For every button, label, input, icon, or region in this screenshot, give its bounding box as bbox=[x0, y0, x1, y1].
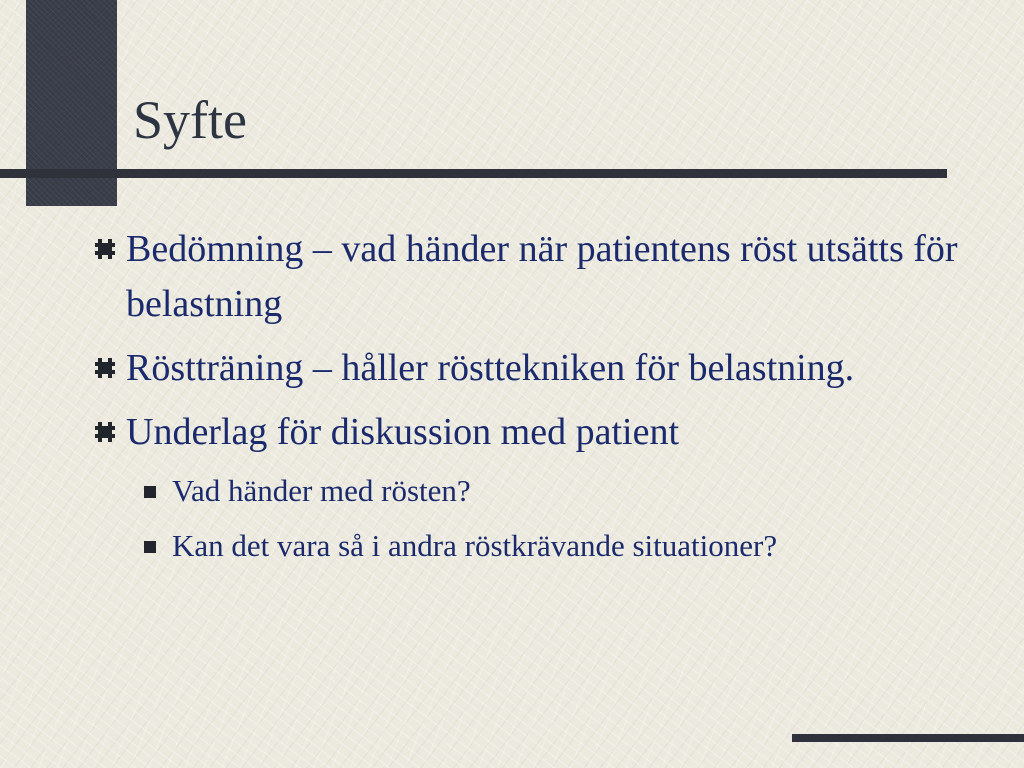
hash-square-icon bbox=[94, 238, 116, 260]
bullet-text: Underlag för diskussion med patient bbox=[126, 411, 680, 453]
sub-bullet-text: Kan det vara så i andra röstkrävande situationer? bbox=[172, 528, 778, 563]
title-divider bbox=[0, 169, 947, 178]
sub-bullet-item bbox=[88, 469, 958, 513]
slide-title: Syfte bbox=[133, 90, 247, 150]
bullet-text: Röstträning – håller rösttekniken för belastning. bbox=[126, 347, 855, 389]
slide-content bbox=[88, 222, 958, 579]
sub-bullet-item bbox=[88, 524, 958, 568]
sub-bullet-text: Vad händer med rösten? bbox=[172, 473, 471, 508]
bullet-item bbox=[88, 341, 958, 396]
bullet-item bbox=[88, 405, 958, 460]
bottom-divider bbox=[792, 734, 1024, 742]
bullet-item bbox=[88, 222, 958, 332]
black-square-icon bbox=[144, 486, 156, 498]
black-square-icon bbox=[144, 541, 156, 553]
hash-square-icon bbox=[94, 357, 116, 379]
bullet-text: Bedömning – vad händer när patientens röst utsätts för belastning bbox=[126, 228, 958, 325]
hash-square-icon bbox=[94, 421, 116, 443]
